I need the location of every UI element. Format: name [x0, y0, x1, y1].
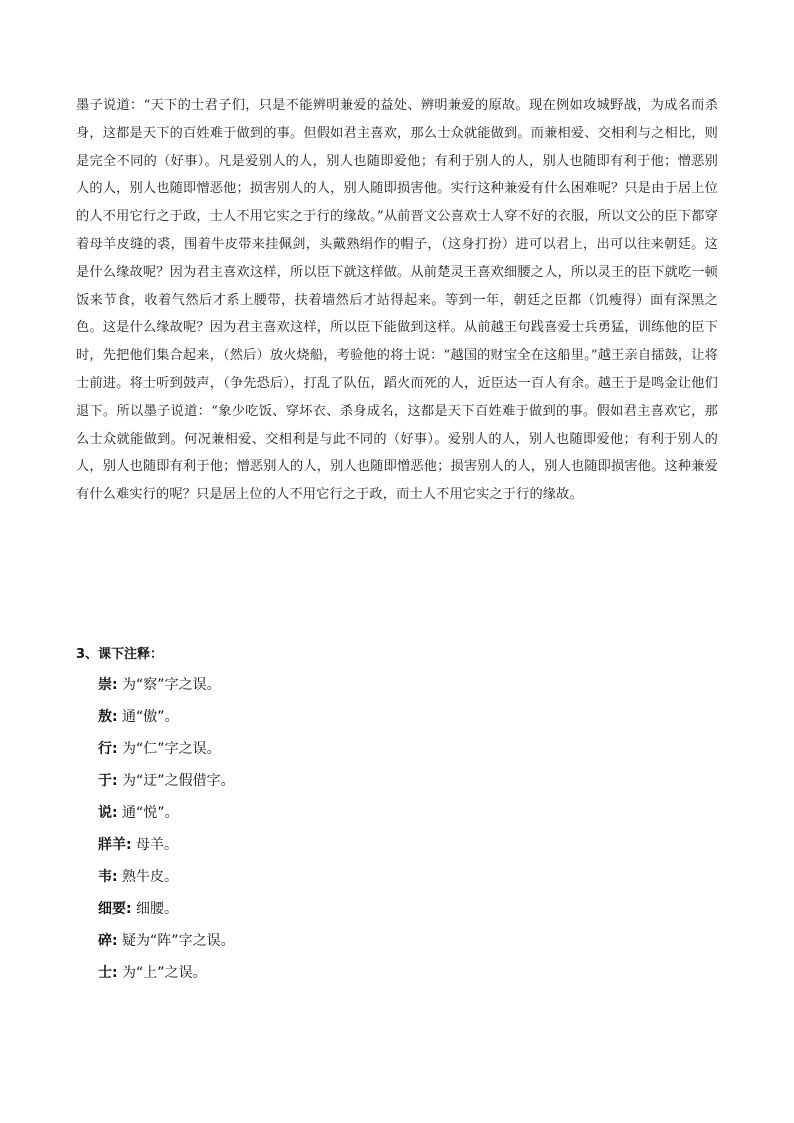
notes-heading: 3、课下注释： [76, 647, 164, 662]
note-item [98, 705, 235, 737]
note-item [98, 961, 235, 993]
note-item [98, 737, 235, 769]
note-item [98, 897, 235, 929]
note-gloss: 通“傲”。 [117, 709, 179, 725]
note-gloss: 为“仁”字之误。 [117, 741, 221, 757]
note-gloss: 细腰。 [131, 901, 179, 917]
note-item [98, 865, 235, 897]
note-term: 碎: [98, 933, 118, 949]
note-term: 士: [98, 965, 118, 981]
note-gloss: 疑为“阵”字之误。 [117, 933, 235, 949]
note-item [98, 673, 235, 705]
note-gloss: 为“察”字之误。 [117, 677, 221, 693]
note-term: 韦: [98, 869, 118, 885]
note-item [98, 929, 235, 961]
note-term: 崇: [98, 677, 118, 693]
note-gloss: 母羊。 [131, 837, 179, 853]
note-term: 细要: [98, 901, 132, 917]
note-item [98, 769, 235, 801]
note-term: 敖: [98, 709, 118, 725]
note-gloss: 熟牛皮。 [117, 869, 179, 885]
note-item [98, 801, 235, 833]
note-term: 牂羊: [98, 837, 132, 853]
note-term: 行: [98, 741, 118, 757]
translation-paragraph: 墨子说道：“天下的士君子们，只是不能辨明兼爱的益处、辨明兼爱的原故。现在例如攻城野战，为成名而杀身，这都是天下的百姓难于做到的事。但假如君主喜欢，那么士众就能做到。而兼相爱、交相利与之相比，则是完全不同的（好事）。凡是爱别人的人，别人也随即爱他；有利于别人的人，别人也随即有利于他；憎恶别人的人，别人也随即憎恶他；损害别人的人，别人随即损害他。实行这种兼爱有什么困难呢？只是由于居上位的人不用它行之于政，士人不用它实之于行的缘故。”从前晋文公喜欢士人穿不好的衣服，所以文公的臣下都穿着母羊皮缝的裘，围着牛皮带来挂佩剑，头戴熟绢作的帽子，（这身打扮）进可以君上，出可以往来朝廷。这是什么缘故呢？因为君主喜欢这样，所以臣下就这样做。从前楚灵王喜欢细腰之人，所以灵王的臣下就吃一顿饭来节食，收着气然后才系上腰带，扶着墙然后才站得起来。等到一年，朝廷之臣都（饥瘦得）面有深黑之色。这是什么缘故呢？因为君主喜欢这样，所以臣下能做到这样。从前越王句践喜爱士兵勇猛，训练他的臣下时，先把他们集合起来，（然后）放火烧船，考验他的将士说：“越国的财宝全在这船里。”越王亲自擂鼓，让将士前进。将士听到鼓声，（争先恐后），打乱了队伍，蹈火而死的人，近臣达一百人有余。越王于是鸣金让他们退下。所以墨子说道：“象少吃饭、穿坏衣、杀身成名，这都是天下百姓难于做到的事。假如君主喜欢它，那么士众就能做到。何况兼相爱、交相利是与此不同的（好事）。爱别人的人，别人也随即爱他；有利于别人的人，别人也随即有利于他；憎恶别人的人，别人也随即憎恶他；损害别人的人，别人也随即损害他。这种兼爱有什么难实行的呢？只是居上位的人不用它行之于政，而士人不用它实之于行的缘故。 [76, 98, 718, 503]
notes-list [98, 673, 235, 993]
note-term: 于: [98, 773, 118, 789]
note-gloss: 通“悦”。 [117, 805, 179, 821]
note-gloss: 为“迂”之假借字。 [117, 773, 235, 789]
note-term: 说: [98, 805, 118, 821]
note-gloss: 为“上”之误。 [117, 965, 207, 981]
note-item [98, 833, 235, 865]
